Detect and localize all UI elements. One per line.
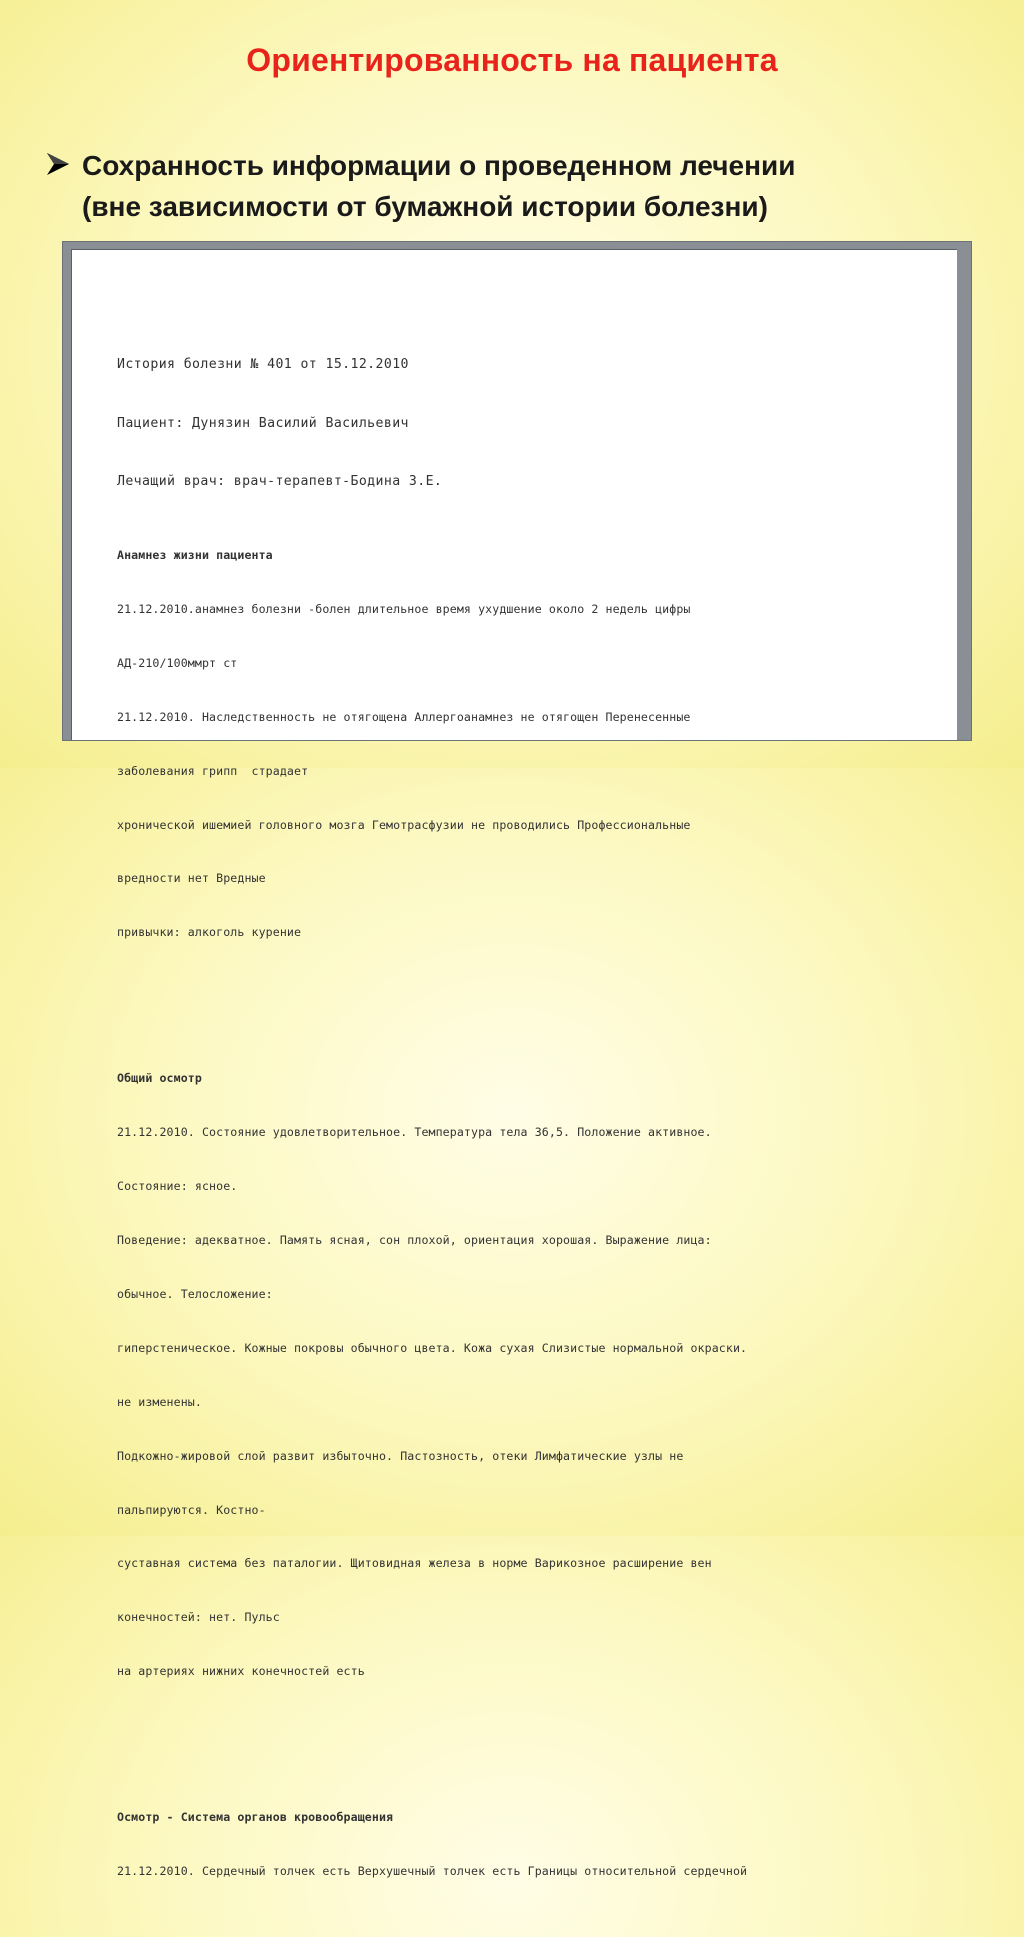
section-gap (117, 1737, 747, 1753)
bullet-line-2: (вне зависимости от бумажной истории болезни) (82, 191, 768, 222)
doc-line: Поведение: адекватное. Память ясная, сон плохой, ориентация хорошая. Выражение лица: (117, 1232, 712, 1247)
arrow-bullet-icon (44, 151, 72, 177)
document-page (71, 249, 957, 1879)
bullet-line-1: Сохранность информации о проведенном лечении (82, 150, 796, 181)
doc-line: заболевания грипп страдает (117, 763, 309, 778)
section-heading: Анамнез жизни пациента (117, 548, 273, 562)
document-content (117, 297, 747, 1937)
doc-line: хронической ишемией головного мозга Гемотрасфузии не проводились Профессиональные (117, 817, 691, 832)
slide-title: Ориентированность на пациента (246, 42, 778, 78)
doc-line: 21.12.2010. Сердечный толчек есть Верхушечный толчек есть Границы относительной сердечной (117, 1864, 748, 1879)
bullet-text (82, 145, 795, 227)
section-gap (117, 998, 747, 1014)
doc-line: Состояние: ясное. (117, 1179, 238, 1194)
doc-line: АД-210/100ммрт ст (117, 655, 238, 670)
doc-line: на артериях нижних конечностей есть (117, 1664, 365, 1679)
section-heading: Осмотр - Система органов кровообращения (117, 1810, 394, 1825)
doc-line: гиперстеническое. Кожные покровы обычного цвета. Кожа сухая Слизистые нормальной окраски. (117, 1340, 748, 1355)
section-heading: Общий осмотр (117, 1071, 202, 1086)
bullet-item (44, 145, 994, 227)
doc-line: не изменены. (117, 1394, 202, 1409)
doc-line: обычное. Телосложение: (117, 1286, 273, 1301)
doc-line: 21.12.2010. Наследственность не отягощена Аллергоанамнез не отягощен Перенесенные (117, 709, 691, 724)
doc-header-line: История болезни № 401 от 15.12.2010 (117, 357, 409, 372)
doc-line: 21.12.2010.анамнез болезни -болен длительное время ухудшение около 2 недель цифры (117, 601, 691, 616)
doc-line: привычки: алкоголь курение (117, 925, 302, 940)
doc-line: пальпируются. Костно- (117, 1502, 266, 1517)
doc-line: Подкожно-жировой слой развит избыточно. Пастозность, отеки Лимфатические узлы не (117, 1448, 684, 1463)
doc-line: 21.12.2010. Состояние удовлетворительное. Температура тела 36,5. Положение активное. (117, 1125, 712, 1140)
doc-line: вредности нет Вредные (117, 871, 266, 886)
doc-line: суставная система без паталогии. Щитовидная железа в норме Варикозное расширение вен (117, 1556, 712, 1571)
doc-header-line: Пациент: Дунязин Василий Васильевич (117, 416, 409, 431)
doc-header-line: Лечащий врач: врач-терапевт-Бодина З.Е. (117, 474, 443, 489)
doc-line: конечностей: нет. Пульс (117, 1610, 280, 1625)
document-screenshot-frame (62, 241, 972, 1879)
